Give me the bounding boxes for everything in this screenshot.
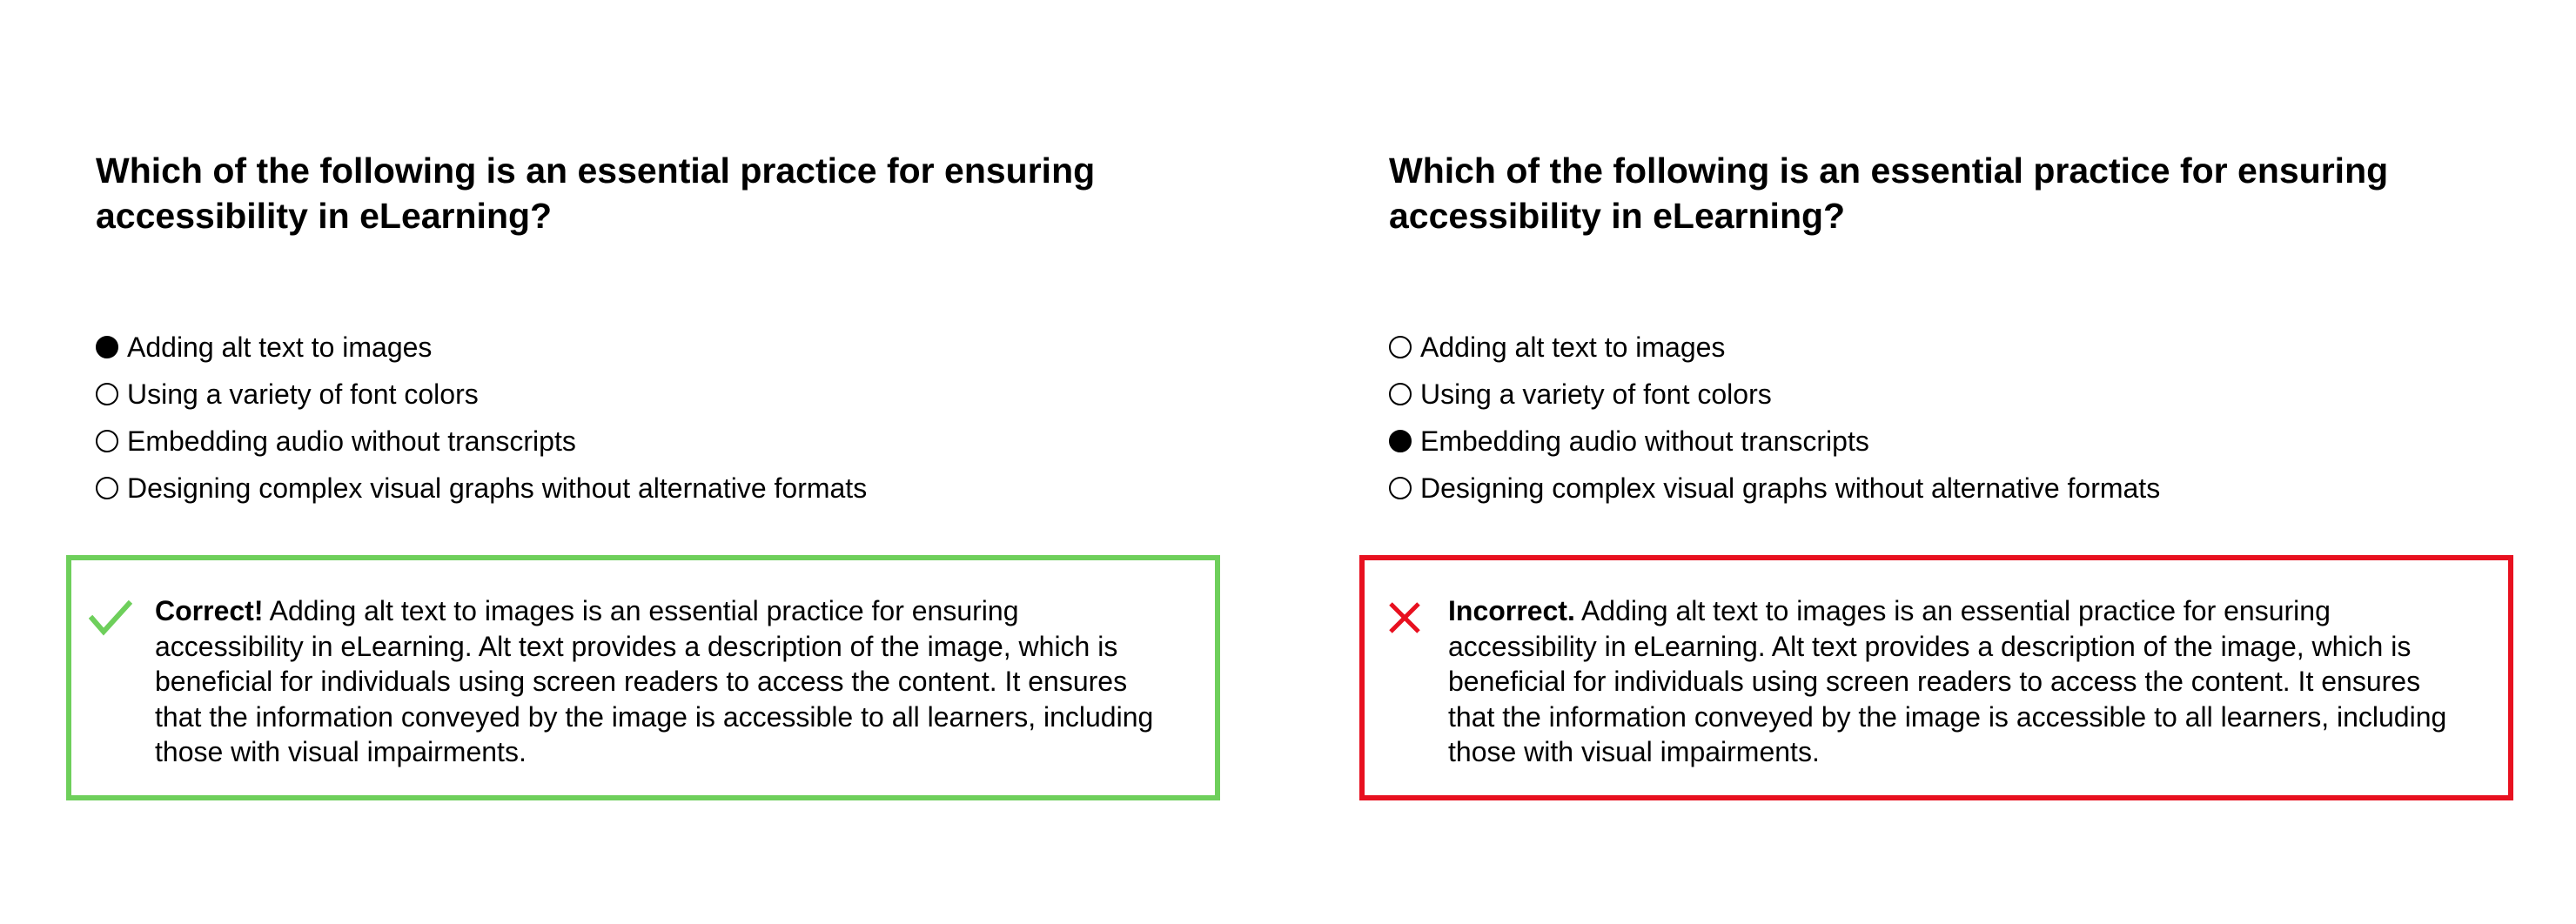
question-text: Which of the following is an essential practice for ensuring accessibility in eLearning? (1389, 151, 2389, 236)
feedback-title: Incorrect. (1448, 595, 1575, 626)
feedback-box-incorrect (1359, 555, 2513, 800)
answer-option[interactable] (96, 418, 867, 465)
answer-option[interactable] (1389, 324, 2160, 371)
close-x-icon (1382, 597, 1426, 640)
answer-option[interactable] (96, 371, 867, 418)
answer-options (1389, 324, 2160, 512)
quiz-panel-incorrect (1359, 0, 2517, 924)
answer-option[interactable] (1389, 465, 2160, 512)
radio-button-selected[interactable] (96, 336, 118, 358)
answer-option-label: Embedding audio without transcripts (1420, 425, 1869, 457)
radio-button[interactable] (1389, 336, 1412, 358)
feedback-box-correct (66, 555, 1220, 800)
radio-button[interactable] (96, 477, 118, 499)
answer-option[interactable] (1389, 371, 2160, 418)
radio-button[interactable] (96, 430, 118, 452)
answer-options (96, 324, 867, 512)
radio-button[interactable] (1389, 383, 1412, 405)
radio-button[interactable] (96, 383, 118, 405)
radio-button[interactable] (1389, 477, 1412, 499)
answer-option[interactable] (96, 465, 867, 512)
answer-option-label: Designing complex visual graphs without alternative formats (1420, 472, 2161, 504)
feedback-body: Adding alt text to images is an essential practice for ensuring accessibility in eLearning. Alt text provides a description of the image, which is beneficial for individuals using screen readers to access the content. It ensures that the information conveyed by the image is accessible to all learners, including those with visual impairments. (155, 595, 1154, 767)
answer-option-label: Embedding audio without transcripts (127, 425, 576, 457)
feedback-message (155, 593, 1156, 770)
answer-option-label: Designing complex visual graphs without alternative formats (127, 472, 868, 504)
answer-option-label: Adding alt text to images (127, 331, 433, 363)
quiz-panel-correct (66, 0, 1224, 924)
feedback-body: Adding alt text to images is an essential practice for ensuring accessibility in eLearning. Alt text provides a description of the image, which is beneficial for individuals using screen readers to access the content. It ensures that the information conveyed by the image is accessible to all learners, including those with visual impairments. (1448, 595, 2447, 767)
feedback-title: Correct! (155, 595, 264, 626)
answer-option-label: Adding alt text to images (1420, 331, 1726, 363)
answer-option-label: Using a variety of font colors (127, 378, 479, 410)
answer-option[interactable] (1389, 418, 2160, 465)
checkmark-icon (89, 597, 132, 640)
answer-option-label: Using a variety of font colors (1420, 378, 1772, 410)
answer-option[interactable] (96, 324, 867, 371)
radio-button-selected[interactable] (1389, 430, 1412, 452)
question-text: Which of the following is an essential practice for ensuring accessibility in eLearning? (96, 151, 1096, 236)
feedback-message (1448, 593, 2449, 770)
